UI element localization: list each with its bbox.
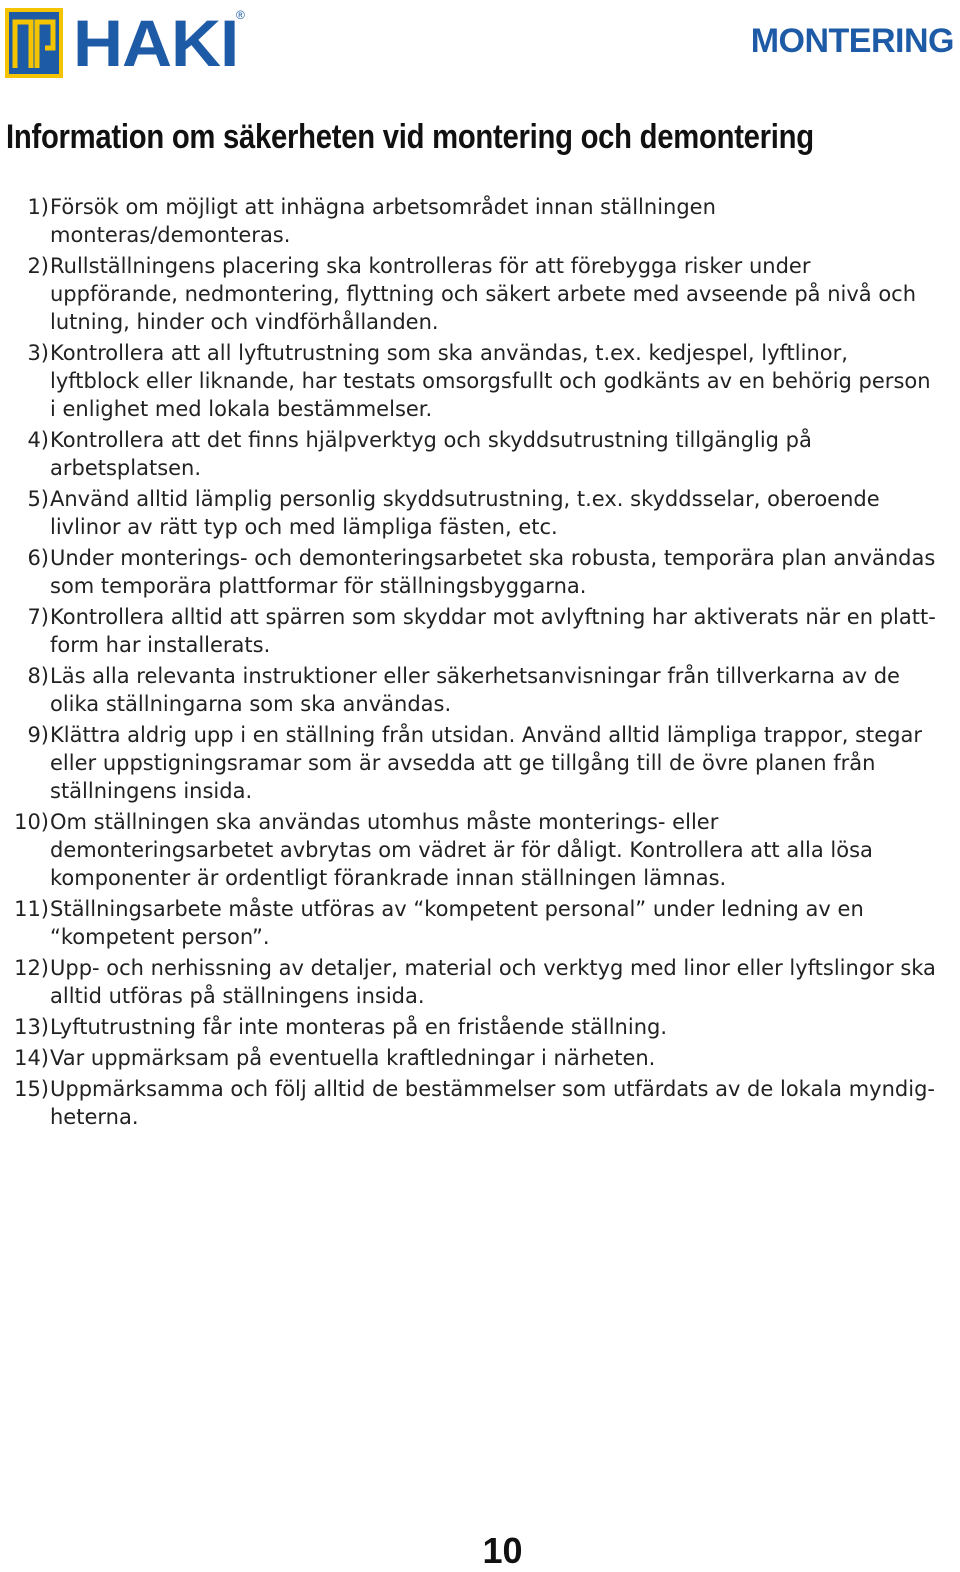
list-item — [0, 895, 960, 951]
item-number: 11) — [14, 897, 49, 921]
item-text: Kontrollera alltid att spärren som skyddar mot avlyftning har aktiverats när en platt-form har installerats. — [50, 605, 936, 657]
item-text: Använd alltid lämplig personlig skyddsutrustning, t.ex. skyddsselar, oberoende livlinor av rätt typ och med lämpliga fästen, etc. — [50, 487, 880, 539]
item-number: 10) — [14, 810, 49, 834]
list-item — [0, 1044, 960, 1072]
list-item — [0, 339, 960, 423]
list-item — [0, 662, 960, 718]
item-number: 14) — [14, 1046, 49, 1070]
list-item — [0, 603, 960, 659]
item-text: Var uppmärksam på eventuella kraftledningar i närheten. — [50, 1046, 656, 1070]
list-item — [0, 544, 960, 600]
list-item — [0, 193, 960, 249]
item-number: 4) — [27, 428, 49, 452]
item-number: 1) — [27, 195, 49, 219]
item-text: Lyftutrustning får inte monteras på en fristående ställning. — [50, 1015, 668, 1039]
item-number: 3) — [27, 341, 49, 365]
item-text: Läs alla relevanta instruktioner eller säkerhetsanvisningar från tillverkarna av de olika ställningarna som ska användas. — [50, 664, 900, 716]
item-text: Uppmärksamma och följ alltid de bestämmelser som utfärdats av de lokala myndig-heterna. — [50, 1077, 935, 1129]
item-text: Upp- och nerhissning av detaljer, material och verktyg med linor eller lyftslingor ska alltid utföras på ställningens insida. — [50, 956, 936, 1008]
item-number: 2) — [27, 254, 49, 278]
item-number: 6) — [27, 546, 49, 570]
item-number: 8) — [27, 664, 49, 688]
item-number: 5) — [27, 487, 49, 511]
registered-mark: ® — [236, 8, 245, 22]
item-text: Klättra aldrig upp i en ställning från utsidan. Använd alltid lämpliga trappor, stegar eller uppstigningsramar som är avsedda att ge tillgång till de övre planen från ställningens insida. — [50, 723, 923, 803]
item-text: Försök om möjligt att inhägna arbetsområdet innan ställningen monteras/demonteras. — [50, 195, 716, 247]
list-item — [0, 721, 960, 805]
item-number: 13) — [14, 1015, 49, 1039]
page-header — [0, 0, 960, 90]
list-item — [0, 1013, 960, 1041]
safety-instructions-list — [0, 193, 960, 1134]
list-item — [0, 808, 960, 892]
item-number: 15) — [14, 1077, 49, 1101]
item-text: Ställningsarbete måste utföras av “kompetent personal” under ledning av en “kompetent person”. — [50, 897, 864, 949]
item-number: 9) — [27, 723, 49, 747]
list-item — [0, 1075, 960, 1131]
list-item — [0, 426, 960, 482]
item-text: Kontrollera att all lyftutrustning som ska användas, t.ex. kedjespel, lyftlinor, lyftblock eller liknande, har testats omsorgsfullt och godkänts av en behörig person i enlighet med lokala bestämmelser. — [50, 341, 931, 421]
section-label: MONTERING — [750, 22, 954, 60]
list-item — [0, 252, 960, 336]
haki-logo — [5, 6, 239, 80]
item-text: Rullställningens placering ska kontrolleras för att förebygga risker under uppförande, nedmontering, flyttning och säkert arbete med avseende på nivå och lutning, hinder och vindförhållanden. — [50, 254, 917, 334]
item-text: Om ställningen ska användas utomhus måste monterings- eller demonteringsarbetet avbrytas om vädret är för dåligt. Kontrollera att alla lösa komponenter är ordentligt förankrade innan ställningen lämnas. — [50, 810, 873, 890]
page-title: Information om säkerheten vid montering och demontering — [6, 118, 814, 156]
list-item — [0, 485, 960, 541]
item-text: Kontrollera att det finns hjälpverktyg och skyddsutrustning tillgänglig på arbetsplatsen. — [50, 428, 812, 480]
logo-wordmark: HAKI — [73, 6, 239, 80]
item-number: 7) — [27, 605, 49, 629]
item-number: 12) — [14, 956, 49, 980]
haki-logo-mark-icon — [5, 8, 63, 78]
list-item — [0, 954, 960, 1010]
page-number: 10 — [482, 1530, 523, 1571]
item-text: Under monterings- och demonteringsarbetet ska robusta, temporära plan användas som temporära plattformar för ställningsbyggarna. — [50, 546, 936, 598]
